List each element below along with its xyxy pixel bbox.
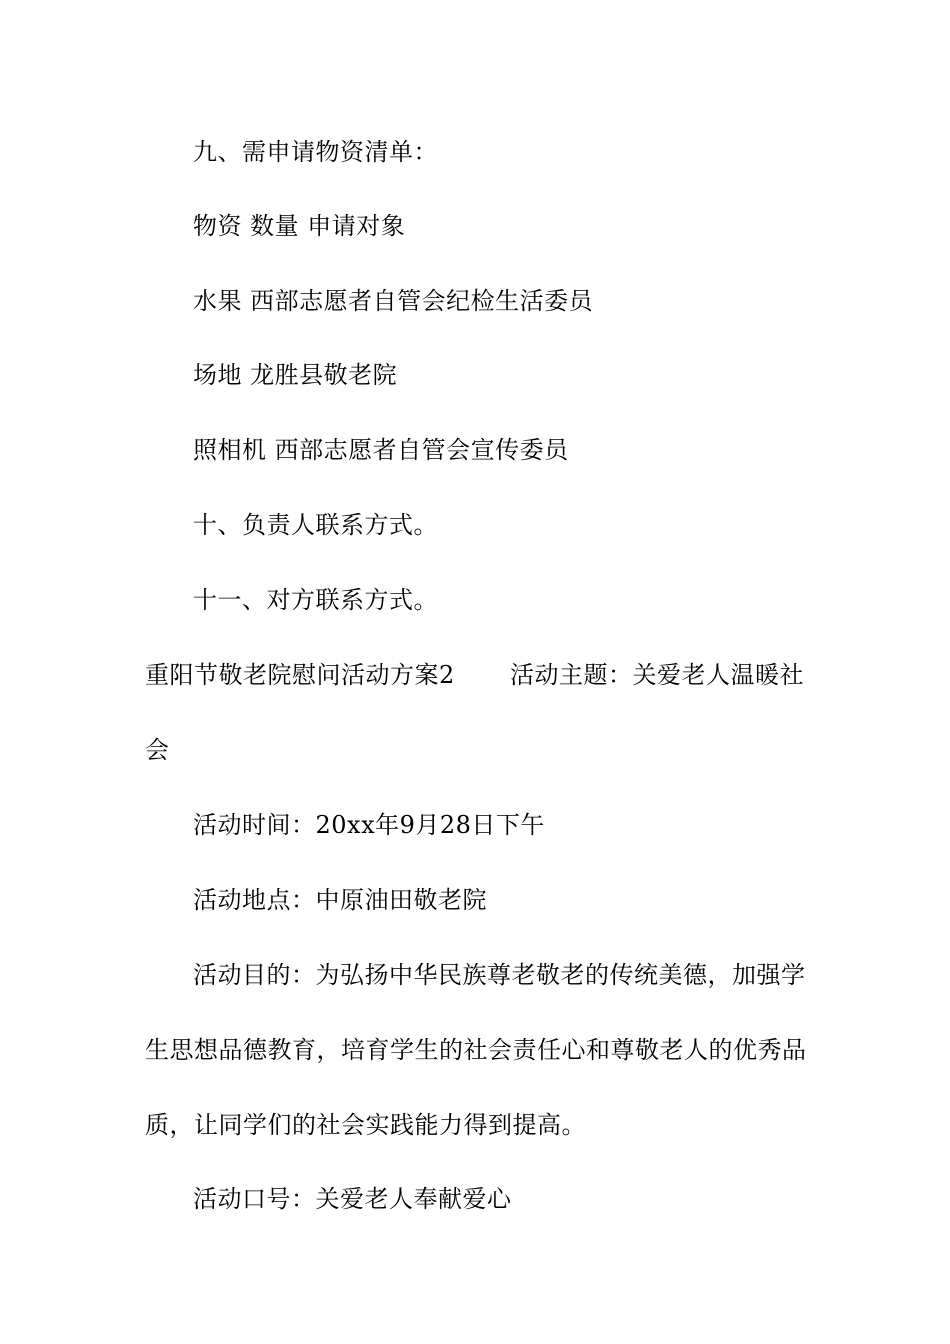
- materials-row-fruit: 水果 西部志愿者自管会纪检生活委员: [193, 287, 594, 315]
- section10-contact: 十、负责人联系方式。: [193, 511, 438, 539]
- plan2-slogan: 活动口号：关爱老人奉献爱心: [193, 1185, 512, 1213]
- section11-contact: 十一、对方联系方式。: [193, 586, 438, 614]
- plan2-time: 活动时间：20xx年9月28日下午: [193, 811, 545, 839]
- plan2-theme-part1: 活动主题：关爱老人温暖社: [510, 661, 804, 689]
- plan2-purpose-line2: 生思想品德教育，培育学生的社会责任心和尊敬老人的优秀品: [145, 1036, 807, 1064]
- section9-title: 九、需申请物资清单：: [193, 138, 438, 166]
- materials-header-row: 物资 数量 申请对象: [193, 212, 406, 240]
- plan2-purpose-line3: 质，让同学们的社会实践能力得到提高。: [145, 1111, 586, 1139]
- plan2-purpose-line1: 活动目的：为弘扬中华民族尊老敬老的传统美德，加强学: [193, 961, 806, 989]
- materials-row-venue: 场地 龙胜县敬老院: [193, 361, 398, 389]
- plan2-theme-part2: 会: [145, 736, 170, 764]
- plan2-heading-line: [145, 660, 825, 690]
- plan2-place: 活动地点：中原油田敬老院: [193, 886, 487, 914]
- materials-row-camera: 照相机 西部志愿者自管会宣传委员: [193, 436, 569, 464]
- plan2-title: 重阳节敬老院慰问活动方案2: [145, 661, 455, 689]
